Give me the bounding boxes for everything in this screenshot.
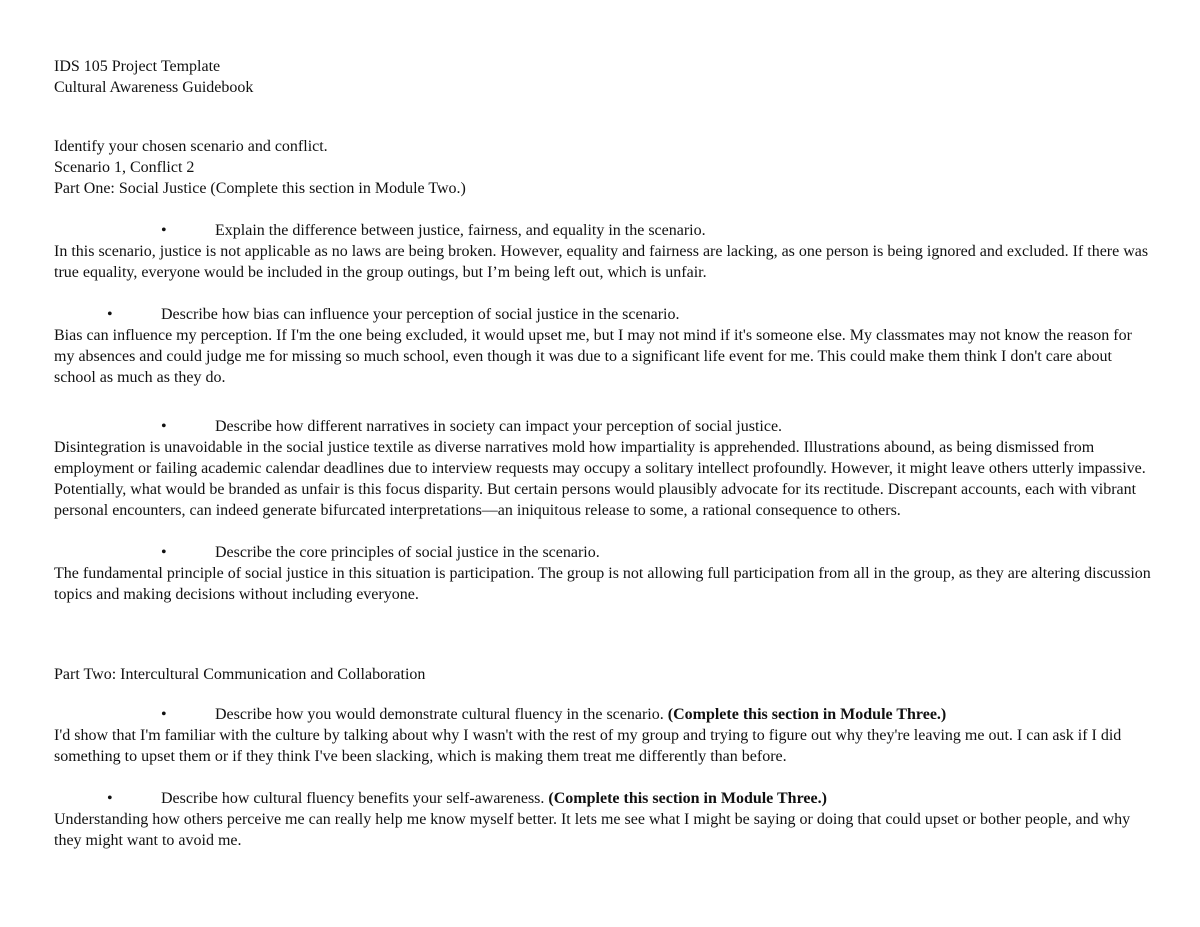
part-one-q4-prompt: Describe the core principles of social justice in the scenario. <box>215 544 600 561</box>
bullet-icon: • <box>161 418 167 435</box>
bullet-icon: • <box>161 706 167 723</box>
bullet-icon: • <box>107 306 113 323</box>
part-one-q3-bullet <box>54 416 1154 437</box>
document-title: Cultural Awareness Guidebook <box>54 79 254 96</box>
part-two-q2-answer: Understanding how others perceive me can really help me know myself better. It lets me see what I might be saying or doing that could upset or bother people, and why they might want to avoid me. <box>54 811 1131 849</box>
course-line: IDS 105 Project Template <box>54 58 221 75</box>
scenario-selection: Scenario 1, Conflict 2 <box>54 159 195 176</box>
part-one-q4-bullet <box>54 542 1154 563</box>
bullet-icon: • <box>161 222 167 239</box>
part-one-q2-answer: Bias can influence my perception. If I'm the one being excluded, it would upset me, but I may not mind if it's someone else. My classmates may not know the reason for my absences and could judge me for missing so much school, even though it was due to a significant life event for me. This could make them think I don't care about school as much as they do. <box>54 327 1132 386</box>
bullet-icon: • <box>161 544 167 561</box>
part-one-q1-prompt: Explain the difference between justice, fairness, and equality in the scenario. <box>215 222 706 239</box>
part-two-q1-bullet <box>54 704 1154 725</box>
part-one-q1-bullet <box>54 220 1154 241</box>
part-one-q3-prompt: Describe how different narratives in society can impact your perception of social justice. <box>215 418 783 435</box>
part-two-q2-bullet <box>54 788 1154 809</box>
document-page <box>54 56 1154 851</box>
part-one-q2-bullet <box>54 304 1154 325</box>
part-two-q2-note: (Complete this section in Module Three.) <box>548 790 827 807</box>
part-one-q3-answer: Disintegration is unavoidable in the social justice textile as diverse narratives mold how impartiality is apprehended. Illustrations abound, as being dismissed from employment or failing academic calendar deadlines due to interview requests may occupy a solitary intellect profoundly. However, it might leave others utterly impassive. Potentially, what would be branded as unfair is this focus disparity. But certain persons would plausibly advocate for its rectitude. Discrepant accounts, each with vibrant personal encounters, can indeed generate bifurcated interpretations—an iniquitous release to some, a rational consequence to others. <box>54 439 1146 519</box>
bullet-icon: • <box>107 790 113 807</box>
scenario-prompt: Identify your chosen scenario and conflict. <box>54 138 328 155</box>
part-one-q2-prompt: Describe how bias can influence your perception of social justice in the scenario. <box>161 306 680 323</box>
part-two-q2-prompt: Describe how cultural fluency benefits your self-awareness. <box>161 790 545 807</box>
part-two-heading: Part Two: Intercultural Communication and Collaboration <box>54 666 426 683</box>
part-one-q4-answer: The fundamental principle of social justice in this situation is participation. The group is not allowing full participation from all in the group, as they are altering discussion topics and making decisions without including everyone. <box>54 565 1151 603</box>
part-two-q1-answer: I'd show that I'm familiar with the culture by talking about why I wasn't with the rest of my group and trying to figure out why they're leaving me out. I can ask if I did something to upset them or if they think I've been slacking, which is making them treat me differently than before. <box>54 727 1122 765</box>
part-one-heading: Part One: Social Justice (Complete this section in Module Two.) <box>54 180 466 197</box>
part-two-q1-note: (Complete this section in Module Three.) <box>667 706 947 723</box>
part-two-q1-prompt: Describe how you would demonstrate cultural fluency in the scenario. <box>215 706 664 723</box>
part-one-q1-answer: In this scenario, justice is not applicable as no laws are being broken. However, equality and fairness are lacking, as one person is being ignored and excluded. If there was true equality, everyone would be included in the group outings, but I’m being left out, which is unfair. <box>54 243 1149 281</box>
